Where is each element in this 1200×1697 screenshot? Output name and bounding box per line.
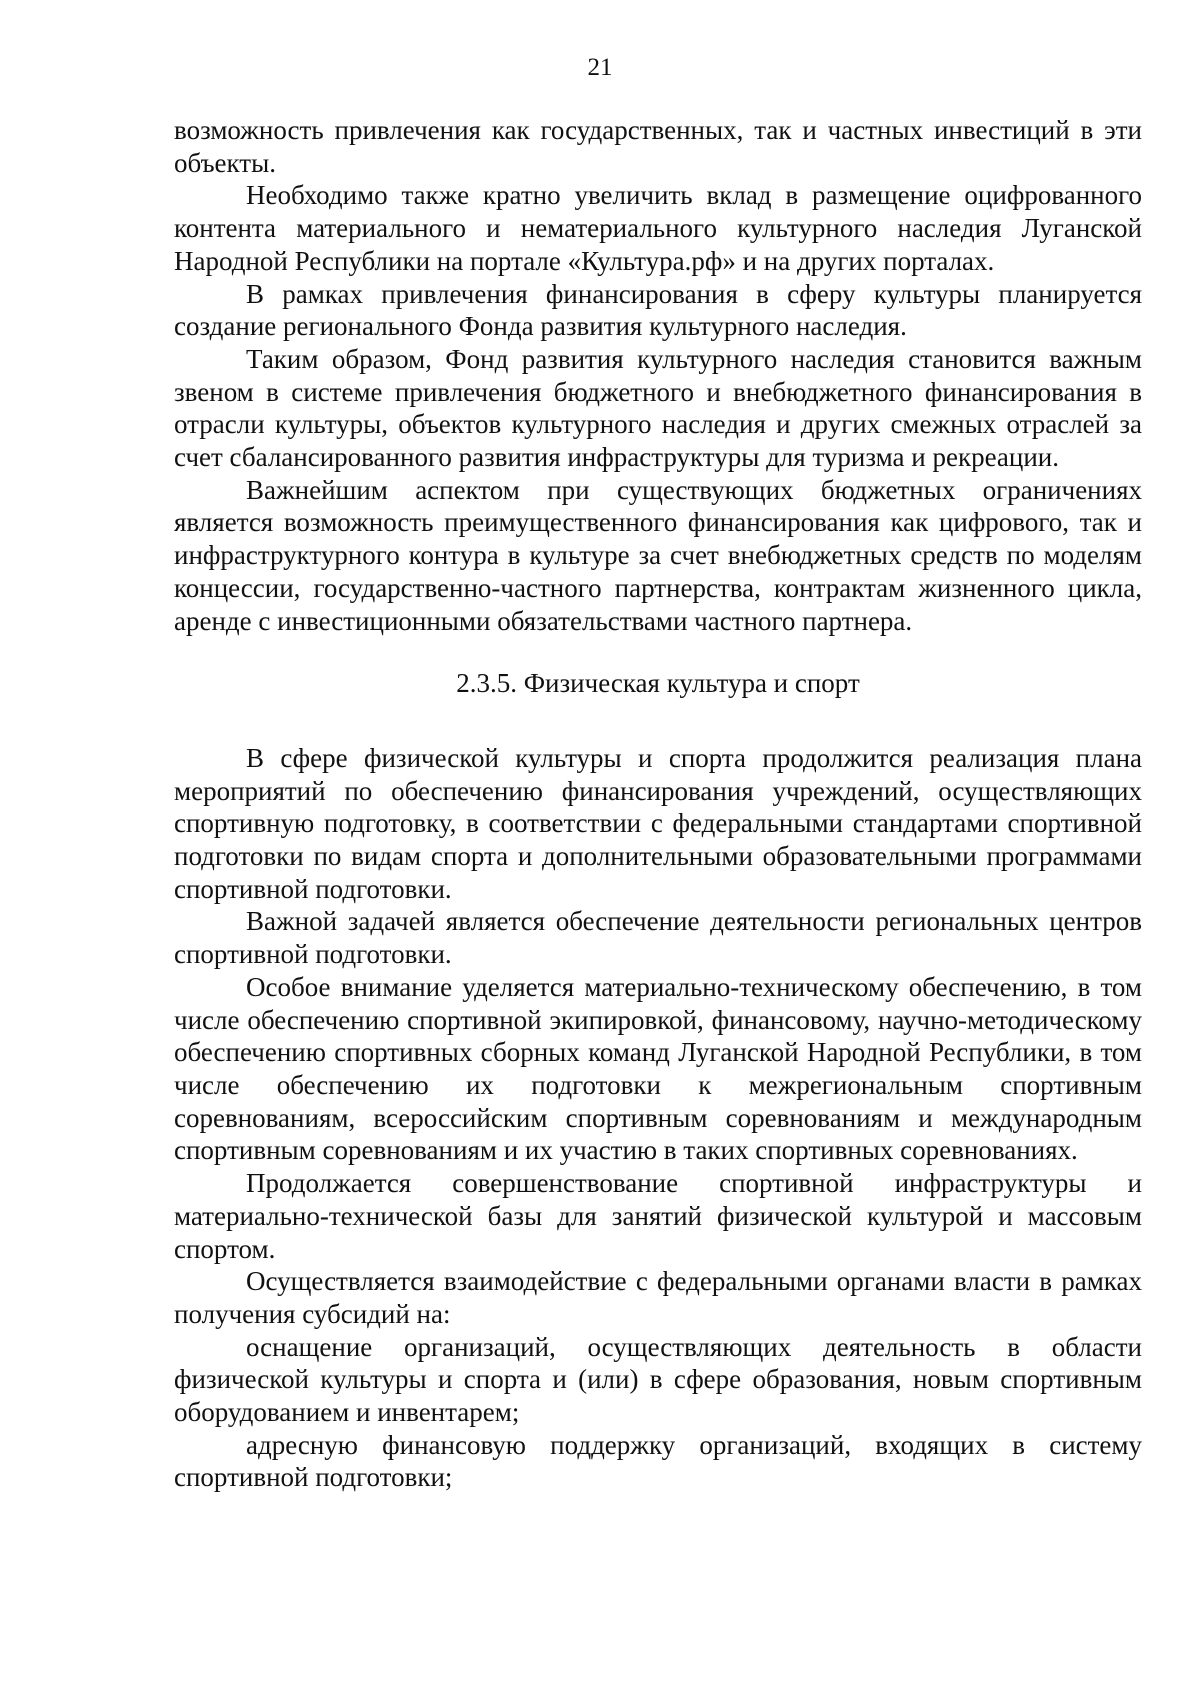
list-item: адресную финансовую поддержку организаций, входящих в систему спортивной подготовки;: [174, 1429, 1142, 1493]
paragraph: Необходимо также кратно увеличить вклад в размещение оцифрованного контента материального и нематериального культурного наследия Луганской Народной Республики на портале «Культура.рф» и на других порталах.: [174, 180, 1142, 276]
list-item: оснащение организаций, осуществляющих деятельность в области физической культуры и спорта и (или) в сфере образования, новым спортивным оборудованием и инвентарем;: [174, 1331, 1142, 1428]
paragraph: возможность привлечения как государственных, так и частных инвестиций в эти объекты.: [174, 115, 1142, 178]
page-body: [174, 114, 1142, 1494]
paragraph: Продолжается совершенствование спортивной инфраструктуры и материально-технической базы для занятий физической культурой и массовым спортом.: [174, 1168, 1142, 1264]
paragraph: Осуществляется взаимодействие с федеральными органами власти в рамках получения субсидий на:: [174, 1266, 1142, 1329]
paragraph: Важной задачей является обеспечение деятельности региональных центров спортивной подготовки.: [174, 906, 1142, 970]
page-number: 21: [587, 54, 613, 81]
paragraph: Важнейшим аспектом при существующих бюджетных ограничениях является возможность преимущественного финансирования как цифрового, так и инфраструктурного контура в культуре за счет внебюджетных средств по моделям концессии, государственно-частного партнерства, контрактам жизненного цикла, аренде с инвестиционными обязательствами частного партнера.: [174, 474, 1142, 636]
paragraph: Особое внимание уделяется материально-техническому обеспечению, в том числе обеспечению спортивной экипировкой, финансовому, научно-методическому обеспечению спортивных сборных команд Луганской Народной Республики, в том числе обеспечению их подготовки к межрегиональным спортивным соревнованиям, всероссийским спортивным соревнованиям и международным спортивным соревнованиям и их участию в таких спортивных соревнованиях.: [174, 971, 1142, 1166]
paragraph: В рамках привлечения финансирования в сферу культуры планируется создание регионального Фонда развития культурного наследия.: [174, 278, 1142, 342]
paragraph: В сфере физической культуры и спорта продолжится реализация плана мероприятий по обеспечению финансирования учреждений, осуществляющих спортивную подготовку, в соответствии с федеральными стандартами спортивной подготовки по видам спорта и дополнительными образовательными программами спортивной подготовки.: [174, 742, 1142, 904]
paragraph: Таким образом, Фонд развития культурного наследия становится важным звеном в системе привлечения бюджетного и внебюджетного финансирования в отрасли культуры, объектов культурного наследия и других смежных отраслей за счет сбалансированного развития инфраструктуры для туризма и рекреации.: [174, 343, 1142, 473]
section-heading: 2.3.5. Физическая культура и спорт: [456, 668, 860, 699]
